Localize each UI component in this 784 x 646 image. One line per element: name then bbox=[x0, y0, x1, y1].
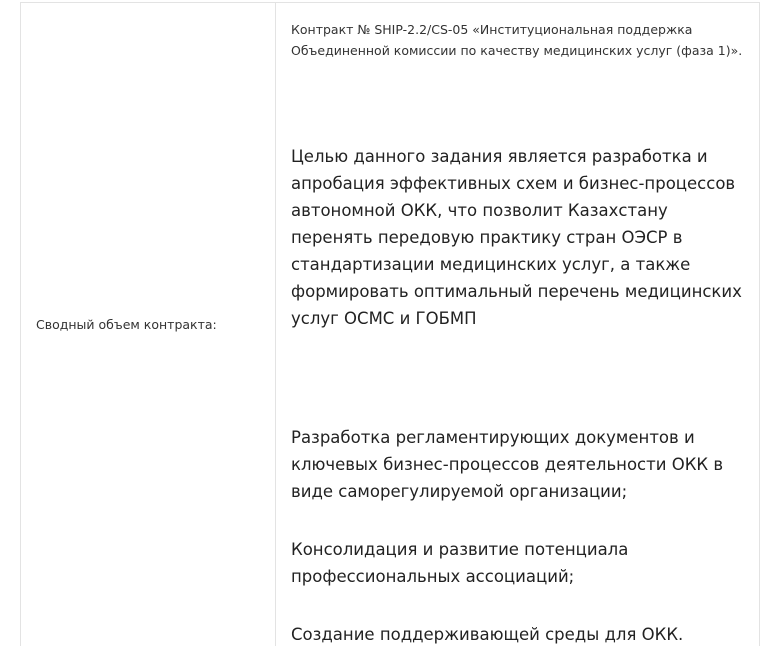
task-list bbox=[291, 424, 751, 646]
task-item: Разработка регламентирующих документов и ключевых бизнес-процессов деятельности ОКК в виде саморегулируемой организации; bbox=[291, 428, 724, 501]
task-item: Консолидация и развитие потенциала профессиональных ассоциаций; bbox=[291, 540, 629, 586]
contract-scope-value bbox=[291, 19, 751, 646]
task-item: Создание поддерживающей среды для ОКК. bbox=[291, 625, 684, 644]
column-divider bbox=[275, 3, 276, 646]
contract-goal: Целью данного задания является разработка и апробация эффективных схем и бизнес-процессов автономной ОКК, что позволит Казахстану перенять передовую практику стран ОЭСР в стандартизации медицинских услуг, а также формировать оптимальный перечень медицинских услуг ОСМС и ГОБМП bbox=[291, 147, 742, 328]
contract-details-table bbox=[20, 2, 760, 646]
contract-reference: Контракт № SHIP-2.2/CS-05 «Институциональная поддержка Объединенной комиссии по качеству медицинских услуг (фаза 1)». bbox=[291, 22, 743, 58]
contract-scope-label: Сводный объем контракта: bbox=[36, 317, 217, 332]
